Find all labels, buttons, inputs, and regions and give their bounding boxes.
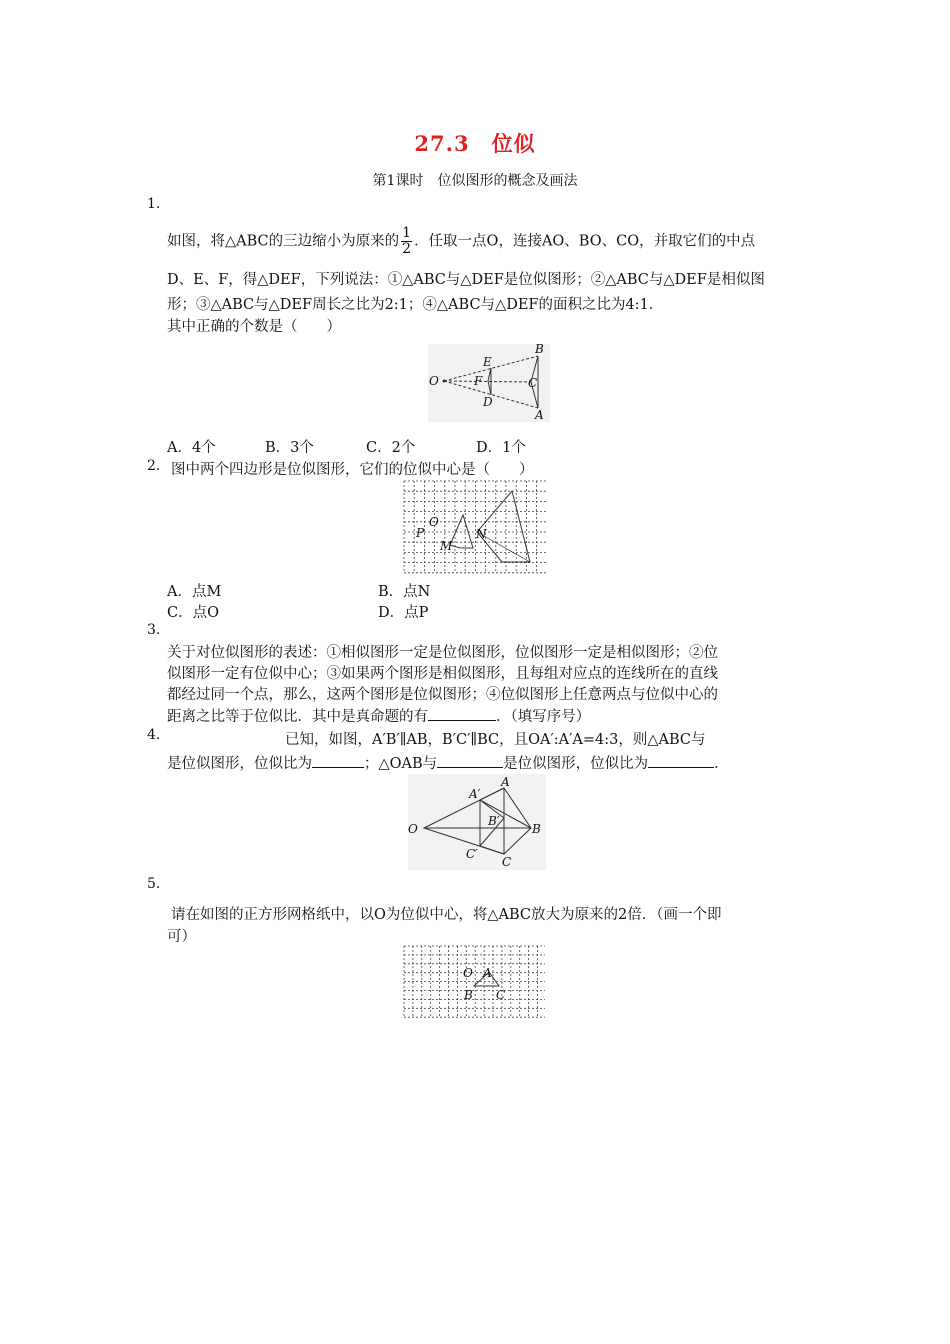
q1-line1 [167,226,755,257]
q5-label-a: A [483,966,492,980]
q4-figure [408,774,546,870]
q1-label-c: C [528,376,538,390]
q4-label-o: O [408,822,418,836]
q3-line2: 似图形一定有位似中心；③如果两个图形是相似图形，且每组对应点的连线所在的直线 [167,666,718,682]
q4-ratio-blank-1[interactable] [312,753,364,768]
q4-line1: 已知，如图，A′B′∥AB，B′C′∥BC，且OA′:A′A=4:3，则△ABC与 [285,732,706,748]
q1-number: 1. [147,196,161,212]
q3-line4: 距离之比等于位似比．其中是真命题的有 ．（填写序号） [167,705,590,726]
q1-line3: 形；③△ABC与△DEF周长之比为2:1；④△ABC与△DEF的面积之比为4:1． [167,297,664,313]
q2-label-n: N [476,527,487,541]
one-half-fraction: $\frac{1}{2}$ [402,225,412,257]
q5-grid-figure[interactable] [403,945,546,1019]
q1-label-a: A [535,408,544,422]
q1-line1-a: 如图，将△ABC的三边缩小为原来的 [167,233,400,250]
q1-option-c: C．2个 [366,440,416,456]
q1-label-e: E [483,355,492,369]
q4-line2: 是位似图形，位似比为 ；△OAB与 是位似图形，位似比为 ． [167,752,729,773]
q2-number: 2. [147,458,161,474]
q5-label-o: O [463,966,473,980]
q1-figure [428,344,550,422]
q2-grid-figure [403,480,547,574]
q2-label-o: O [429,515,439,529]
q2-stem: 图中两个四边形是位似图形，它们的位似中心是（ ） [171,462,534,478]
lesson-subtitle: 第1课时 位似图形的概念及画法 [372,173,578,189]
q5-label-b: B [464,988,473,1002]
q5-line2: 可） [167,929,196,945]
q2-option-c: C．点O [167,605,219,621]
q1-option-d: D．1个 [476,440,526,456]
q1-label-f: F [474,374,483,388]
q2-label-p: P [416,526,425,540]
q2-label-m: M [440,539,453,553]
q4-triangle-blank[interactable] [437,753,503,768]
q4-label-b-prime: B′ [488,814,500,828]
q1-option-b: B．3个 [265,440,314,456]
q1-label-d: D [483,395,493,409]
q4-ratio-blank-2[interactable] [648,753,714,768]
q4-label-a: A [501,775,510,789]
q4-label-c: C [502,855,512,869]
q1-line1-b: ．任取一点O，连接AO、BO、CO，并取它们的中点 [414,233,756,250]
q4-label-a-prime: A′ [469,787,481,801]
page-title: 27.3 位似 [414,131,536,156]
q3-answer-blank[interactable] [428,706,496,721]
q3-line3: 都经过同一个点，那么，这两个图形是位似图形；④位似图形上任意两点与位似中心的 [167,687,718,703]
q5-line1: 请在如图的正方形网格纸中，以O为位似中心，将△ABC放大为原来的2倍．（画一个即 [171,907,722,923]
q2-option-b: B．点N [378,584,431,600]
q3-line1: 关于对位似图形的表述：①相似图形一定是位似图形，位似图形一定是相似图形；②位 [167,645,718,661]
q1-line2: D、E、F，得△DEF，下列说法：①△ABC与△DEF是位似图形；②△ABC与△DEF是相似图 [167,272,765,288]
q4-label-c-prime: C′ [466,847,478,861]
q1-label-o: O [429,374,439,388]
q5-number: 5. [147,876,161,892]
q3-number: 3. [147,622,161,638]
q2-option-a: A．点M [167,584,222,600]
q1-line4: 其中正确的个数是（ ） [167,319,341,335]
q1-option-a: A．4个 [167,440,216,456]
q4-label-b: B [532,822,541,836]
q5-label-c: C [496,988,506,1002]
q1-label-b: B [535,344,544,356]
q4-number: 4. [147,727,161,743]
q2-option-d: D．点P [378,605,429,621]
